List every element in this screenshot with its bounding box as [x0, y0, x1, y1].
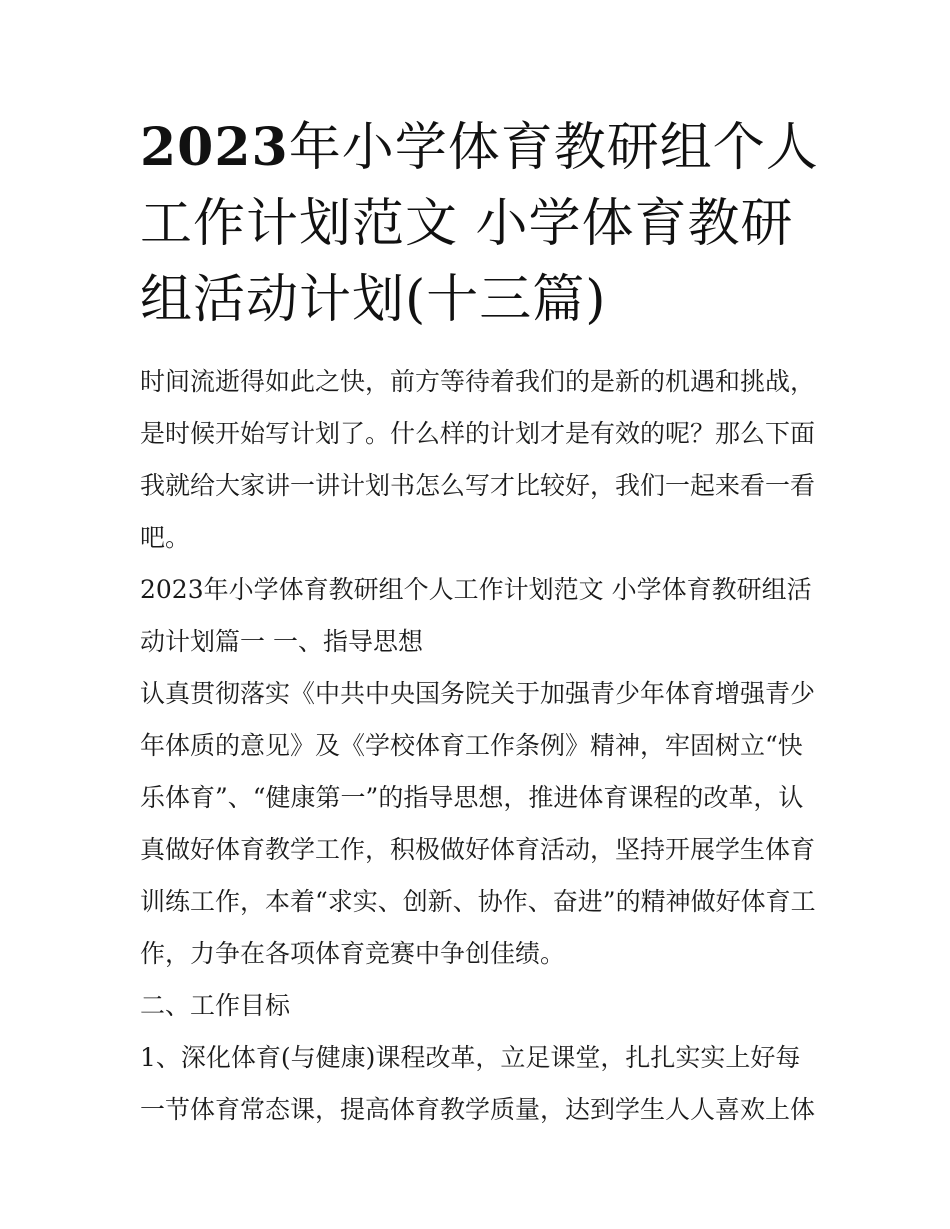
work-goals-heading: 二、工作目标	[140, 991, 291, 1020]
section-heading-paragraph: 2023年小学体育教研组个人工作计划范文 小学体育教研组活动计划篇一 一、指导思想	[140, 575, 812, 656]
title-year: 2023	[140, 117, 289, 178]
guiding-thought-paragraph: 认真贯彻落实《中共中央国务院关于加强青少年体育增强青少年体质的意见》及《学校体育工作条例》精神，牢固树立“快乐体育”、“健康第一”的指导思想，推进体育课程的改革，认真做好体育教学工作，积极做好体育活动，坚持开展学生体育训练工作，本着“求实、创新、协作、奋进”的精神做好体育工作，力争在各项体育竞赛中争创佳绩。	[140, 679, 816, 968]
document-body	[140, 356, 820, 1136]
document-title	[140, 110, 820, 338]
intro-paragraph: 时间流逝得如此之快，前方等待着我们的是新的机遇和挑战，是时候开始写计划了。什么样的计划才是有效的呢？那么下面我就给大家讲一讲计划书怎么写才比较好，我们一起来看一看吧。	[140, 367, 816, 552]
goal-item-1: 1、深化体育(与健康)课程改革，立足课堂，扎扎实实上好每一节体育常态课，提高体育教学质量，达到学生人人喜欢上体	[140, 1043, 816, 1124]
title-text: 年小学体育教研组个人工作计划范文 小学体育教研组活动计划(十三篇)	[140, 118, 819, 330]
